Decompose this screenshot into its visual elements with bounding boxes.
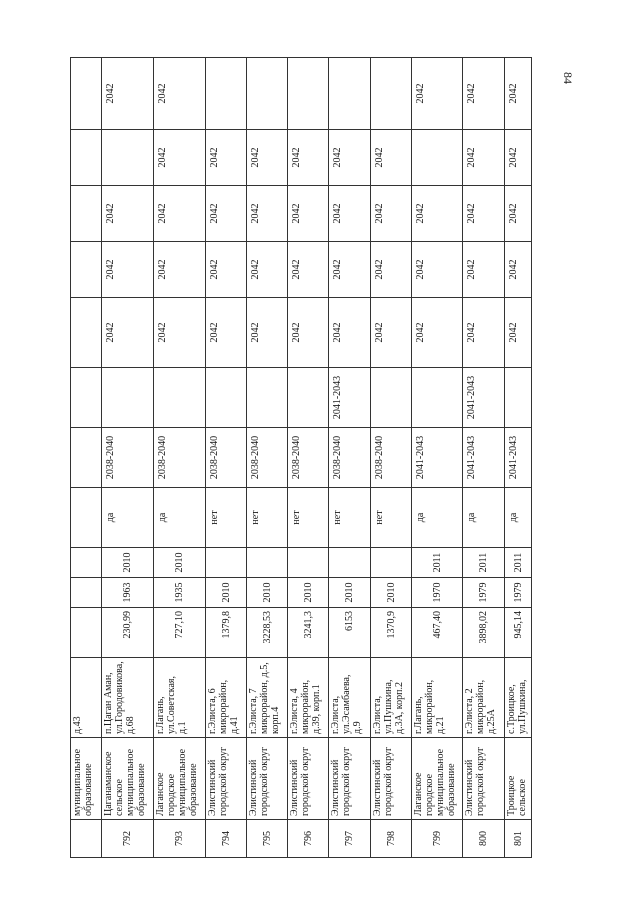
municipality-cell: муниципальное образование [71, 738, 102, 820]
row-number: 797 [329, 820, 371, 858]
area-cell: 727,10 [154, 608, 206, 658]
status-cell: да [505, 488, 532, 548]
period-extra-cell [206, 368, 247, 428]
period-cell: 2038-2040 [247, 428, 288, 488]
year-2042-cell: 2042 [463, 58, 505, 130]
table-row [329, 58, 371, 858]
status-cell: да [154, 488, 206, 548]
address-cell: г.Лагань, микрорайон, д.21 [412, 658, 463, 738]
address-cell: д.43 [71, 658, 102, 738]
row-number: 792 [102, 820, 154, 858]
year-2042-cell: 2042 [329, 130, 371, 186]
area-cell [71, 608, 102, 658]
year-2042-cell [71, 242, 102, 298]
municipality-cell: Элистинский городской округ [247, 738, 288, 820]
period-extra-cell [154, 368, 206, 428]
municipality-cell: Лаганское городское муниципальное образование [412, 738, 463, 820]
year-cell [247, 548, 288, 578]
year-built-cell: 1935 [154, 578, 206, 608]
year-2042-cell: 2042 [505, 130, 532, 186]
row-number: 800 [463, 820, 505, 858]
year-2042-cell [206, 58, 247, 130]
row-number: 798 [371, 820, 412, 858]
year-2042-cell: 2042 [505, 58, 532, 130]
year-2042-cell: 2042 [288, 186, 329, 242]
year-2042-cell: 2042 [463, 298, 505, 368]
year-2042-cell: 2042 [102, 186, 154, 242]
address-cell: г.Элиста, 6 микрорайон, д.41 [206, 658, 247, 738]
municipality-cell: Элистинский городской округ [288, 738, 329, 820]
year-2042-cell: 2042 [154, 298, 206, 368]
year-2042-cell: 2042 [412, 242, 463, 298]
year-built-cell: 2010 [371, 578, 412, 608]
address-cell: п.Цаган Аман, ул.Городовикова, д.68 [102, 658, 154, 738]
year-2042-cell [71, 130, 102, 186]
period-cell: 2038-2040 [154, 428, 206, 488]
year-2042-cell: 2042 [206, 130, 247, 186]
period-cell: 2038-2040 [206, 428, 247, 488]
table-row [371, 58, 412, 858]
year-2042-cell: 2042 [154, 242, 206, 298]
area-cell: 230,99 [102, 608, 154, 658]
period-cell: 2041-2043 [412, 428, 463, 488]
year-built-cell: 1970 [412, 578, 463, 608]
year-built-cell: 1963 [102, 578, 154, 608]
address-cell: г.Элиста, 7 микрорайон, д.5, корп.4 [247, 658, 288, 738]
year-2042-cell: 2042 [247, 130, 288, 186]
year-2042-cell: 2042 [288, 130, 329, 186]
period-extra-cell [371, 368, 412, 428]
row-number: 795 [247, 820, 288, 858]
municipality-cell: Троицкое сельское [505, 738, 532, 820]
area-cell: 1379,8 [206, 608, 247, 658]
year-cell: 2011 [463, 548, 505, 578]
municipality-cell: Цаганаманское сельское муниципальное образование [102, 738, 154, 820]
year-2042-cell: 2042 [102, 58, 154, 130]
rotated-table-wrapper [70, 58, 550, 858]
period-extra-cell [288, 368, 329, 428]
year-2042-cell: 2042 [288, 242, 329, 298]
year-2042-cell: 2042 [329, 242, 371, 298]
row-number: 794 [206, 820, 247, 858]
year-2042-cell: 2042 [102, 242, 154, 298]
municipality-cell: Элистинский городской округ [463, 738, 505, 820]
year-2042-cell: 2042 [102, 298, 154, 368]
status-cell: да [102, 488, 154, 548]
year-2042-cell: 2042 [412, 298, 463, 368]
table-row [154, 58, 206, 858]
year-2042-cell: 2042 [463, 186, 505, 242]
year-built-cell: 2010 [329, 578, 371, 608]
status-cell: нет [288, 488, 329, 548]
year-cell: 2010 [154, 548, 206, 578]
area-cell: 6153 [329, 608, 371, 658]
year-2042-cell: 2042 [247, 242, 288, 298]
year-cell [71, 548, 102, 578]
year-2042-cell [71, 298, 102, 368]
year-2042-cell [71, 186, 102, 242]
period-extra-cell: 2041-2043 [329, 368, 371, 428]
year-built-cell: 1979 [505, 578, 532, 608]
municipality-cell: Элистинский городской округ [206, 738, 247, 820]
period-extra-cell [247, 368, 288, 428]
table-row [247, 58, 288, 858]
year-built-cell: 2010 [247, 578, 288, 608]
period-extra-cell [102, 368, 154, 428]
period-cell: 2038-2040 [371, 428, 412, 488]
municipality-cell: Элистинский городской округ [329, 738, 371, 820]
period-cell: 2041-2043 [463, 428, 505, 488]
year-built-cell: 2010 [288, 578, 329, 608]
year-cell [288, 548, 329, 578]
status-cell: нет [371, 488, 412, 548]
address-cell: г.Элиста, ул.Эсамбаева, д.9 [329, 658, 371, 738]
year-2042-cell: 2042 [247, 186, 288, 242]
year-2042-cell: 2042 [329, 186, 371, 242]
year-2042-cell: 2042 [505, 298, 532, 368]
year-built-cell [71, 578, 102, 608]
year-2042-cell: 2042 [371, 242, 412, 298]
municipality-cell: Элистинский городской округ [371, 738, 412, 820]
year-2042-cell: 2042 [154, 58, 206, 130]
year-2042-cell [288, 58, 329, 130]
year-2042-cell: 2042 [463, 242, 505, 298]
year-2042-cell: 2042 [247, 298, 288, 368]
row-number: 799 [412, 820, 463, 858]
year-2042-cell: 2042 [206, 242, 247, 298]
year-2042-cell: 2042 [463, 130, 505, 186]
address-cell: г.Элиста, 2 микрорайон, д.25А [463, 658, 505, 738]
table-row [102, 58, 154, 858]
status-cell: нет [329, 488, 371, 548]
status-cell: да [463, 488, 505, 548]
status-cell: нет [247, 488, 288, 548]
period-extra-cell [71, 368, 102, 428]
year-2042-cell [71, 58, 102, 130]
address-cell: г.Лагань, ул.Советская, д.1 [154, 658, 206, 738]
area-cell: 3898,02 [463, 608, 505, 658]
year-2042-cell: 2042 [206, 298, 247, 368]
year-2042-cell [102, 130, 154, 186]
period-extra-cell [412, 368, 463, 428]
year-cell: 2011 [505, 548, 532, 578]
housing-table [70, 57, 532, 858]
period-cell [71, 428, 102, 488]
year-2042-cell: 2042 [154, 130, 206, 186]
address-cell: с.Троицкое, ул.Пушкина, [505, 658, 532, 738]
table-row [463, 58, 505, 858]
period-cell: 2038-2040 [102, 428, 154, 488]
table-row [412, 58, 463, 858]
period-extra-cell [505, 368, 532, 428]
row-number: 801 [505, 820, 532, 858]
year-2042-cell [412, 130, 463, 186]
year-cell [206, 548, 247, 578]
status-cell: да [412, 488, 463, 548]
status-cell [71, 488, 102, 548]
area-cell: 3241,3 [288, 608, 329, 658]
page-number: 84 [561, 72, 576, 84]
year-2042-cell: 2042 [371, 186, 412, 242]
year-cell [371, 548, 412, 578]
year-2042-cell: 2042 [288, 298, 329, 368]
year-2042-cell: 2042 [505, 242, 532, 298]
year-built-cell: 1979 [463, 578, 505, 608]
year-2042-cell: 2042 [371, 130, 412, 186]
table-row [505, 58, 532, 858]
table-row [288, 58, 329, 858]
period-cell: 2038-2040 [288, 428, 329, 488]
status-cell: нет [206, 488, 247, 548]
period-cell: 2041-2043 [505, 428, 532, 488]
area-cell: 3228,53 [247, 608, 288, 658]
period-extra-cell: 2041-2043 [463, 368, 505, 428]
row-number [71, 820, 102, 858]
area-cell: 467,40 [412, 608, 463, 658]
area-cell: 945,14 [505, 608, 532, 658]
row-number: 793 [154, 820, 206, 858]
year-cell: 2011 [412, 548, 463, 578]
year-2042-cell [247, 58, 288, 130]
address-cell: г.Элиста, 4 микрорайон, д.39, корп.1 [288, 658, 329, 738]
year-2042-cell: 2042 [412, 186, 463, 242]
year-2042-cell [371, 58, 412, 130]
year-2042-cell: 2042 [505, 186, 532, 242]
row-number: 796 [288, 820, 329, 858]
table-row [206, 58, 247, 858]
year-cell: 2010 [102, 548, 154, 578]
period-cell: 2038-2040 [329, 428, 371, 488]
table-row [71, 58, 102, 858]
year-2042-cell: 2042 [154, 186, 206, 242]
area-cell: 1370,9 [371, 608, 412, 658]
year-2042-cell: 2042 [329, 298, 371, 368]
year-2042-cell [329, 58, 371, 130]
municipality-cell: Лаганское городское муниципальное образование [154, 738, 206, 820]
year-2042-cell: 2042 [371, 298, 412, 368]
address-cell: г.Элиста, ул.Пушкина, д.3А, корп.2 [371, 658, 412, 738]
year-2042-cell: 2042 [412, 58, 463, 130]
year-cell [329, 548, 371, 578]
year-built-cell: 2010 [206, 578, 247, 608]
year-2042-cell: 2042 [206, 186, 247, 242]
